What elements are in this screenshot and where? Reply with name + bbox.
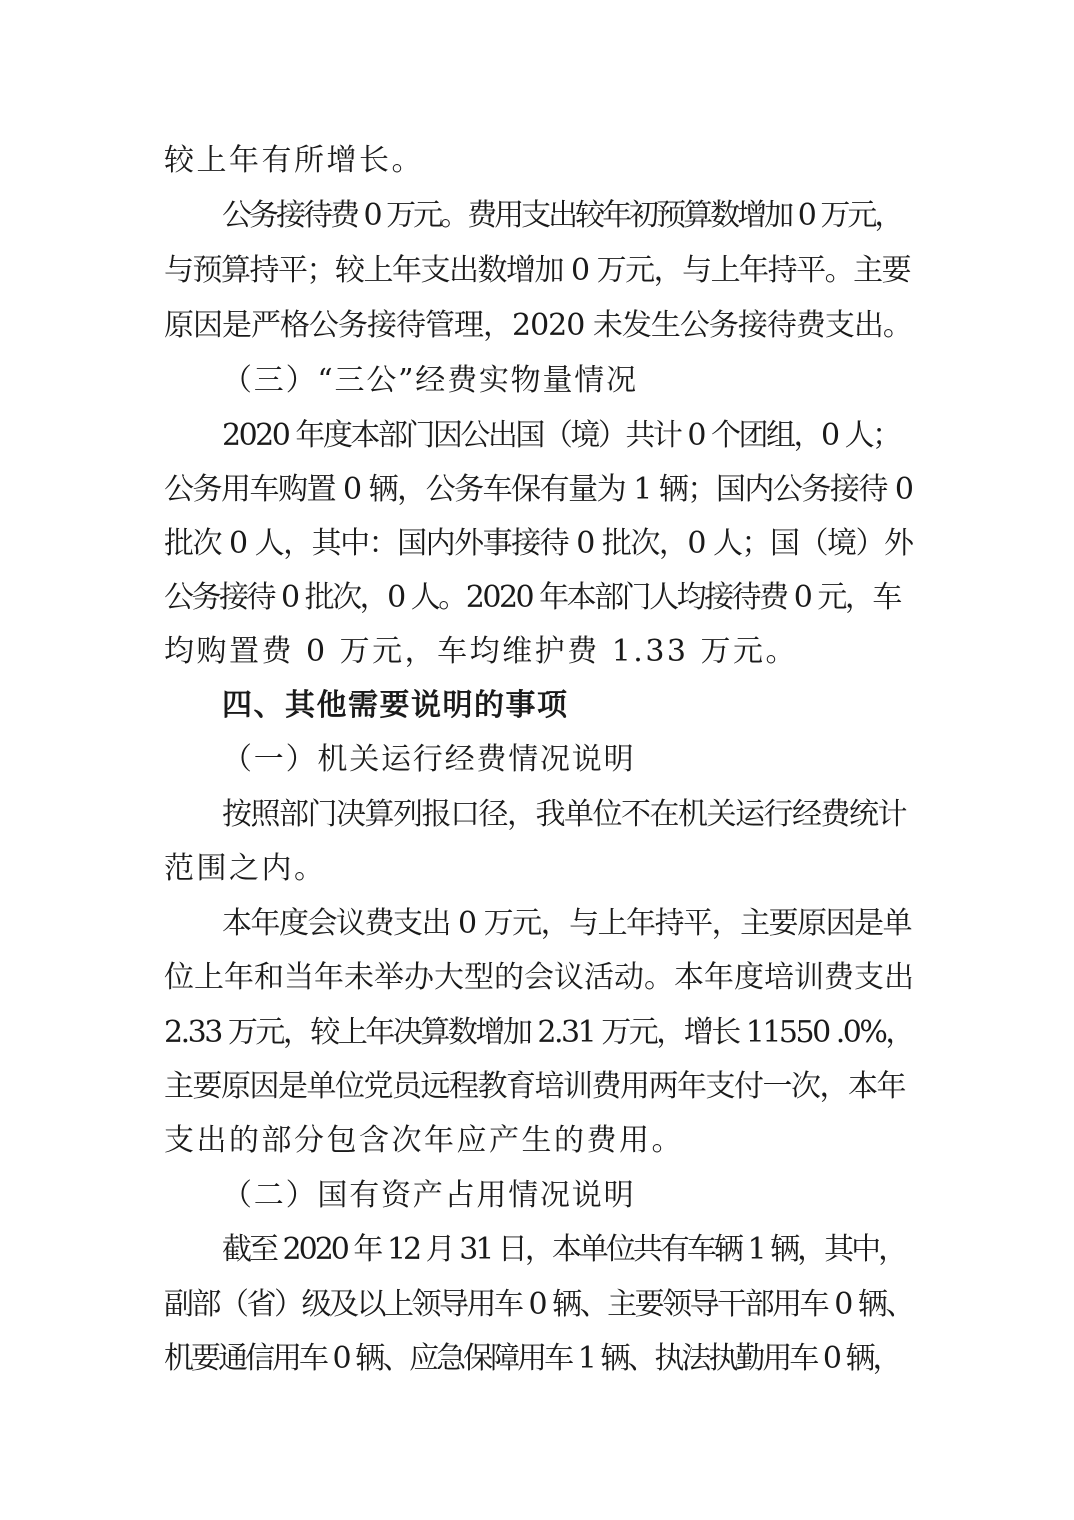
section-heading: 四、其他需要说明的事项 <box>222 688 569 723</box>
paragraph-line: 公务接待费 0 万元。费用支出较年初预算数增加 0 万元， <box>222 198 902 233</box>
paragraph-line: 支出的部分包含次年应产生的费用。 <box>164 1123 684 1158</box>
subsection-heading: （二）国有资产占用情况说明 <box>222 1178 636 1213</box>
paragraph-line: 公务接待 0 批次，0 人。2020 年本部门人均接待费 0 元，车 <box>164 580 900 615</box>
paragraph-line: 2020 年度本部门因公出国（境）共计 0 个团组，0 人； <box>222 418 900 453</box>
paragraph-line: 按照部门决算列报口径，我单位不在机关运行经费统计 <box>222 797 906 832</box>
paragraph-line: 批次 0 人，其中：国内外事接待 0 批次，0 人；国（境）外 <box>164 526 913 561</box>
subsection-heading: （一）机关运行经费情况说明 <box>222 742 636 777</box>
paragraph-line: 均购置费 0 万元，车均维护费 1.33 万元。 <box>164 634 799 669</box>
paragraph-line: 与预算持平；较上年支出数增加 0 万元，与上年持平。主要 <box>164 253 911 288</box>
paragraph-line: 机要通信用车 0 辆、应急保障用车 1 辆、执法执勤用车 0 辆， <box>164 1341 900 1376</box>
paragraph-line: 范围之内。 <box>164 851 327 886</box>
paragraph-line: 截至 2020 年 12 月 31 日，本单位共有车辆 1 辆，其中， <box>222 1232 906 1267</box>
paragraph-line: 原因是严格公务接待管理，2020 未发生公务接待费支出。 <box>164 308 912 343</box>
paragraph-line: 主要原因是单位党员远程教育培训费用两年支付一次，本年 <box>164 1069 905 1104</box>
subsection-heading: （三）“三公”经费实物量情况 <box>222 363 638 398</box>
paragraph-line: 2.33 万元，较上年决算数增加 2.31 万元，增长 11550 .0%， <box>164 1015 913 1050</box>
paragraph-line: 公务用车购置 0 辆，公务车保有量为 1 辆；国内公务接待 0 <box>164 472 913 507</box>
paragraph-line: 本年度会议费支出 0 万元，与上年持平，主要原因是单 <box>222 906 912 941</box>
paragraph-line: 副部（省）级及以上领导用车 0 辆、主要领导干部用车 0 辆、 <box>164 1287 913 1322</box>
paragraph-line: 位上年和当年未举办大型的会议活动。本年度培训费支出 <box>164 960 914 995</box>
paragraph-line: 较上年有所增长。 <box>164 143 424 178</box>
